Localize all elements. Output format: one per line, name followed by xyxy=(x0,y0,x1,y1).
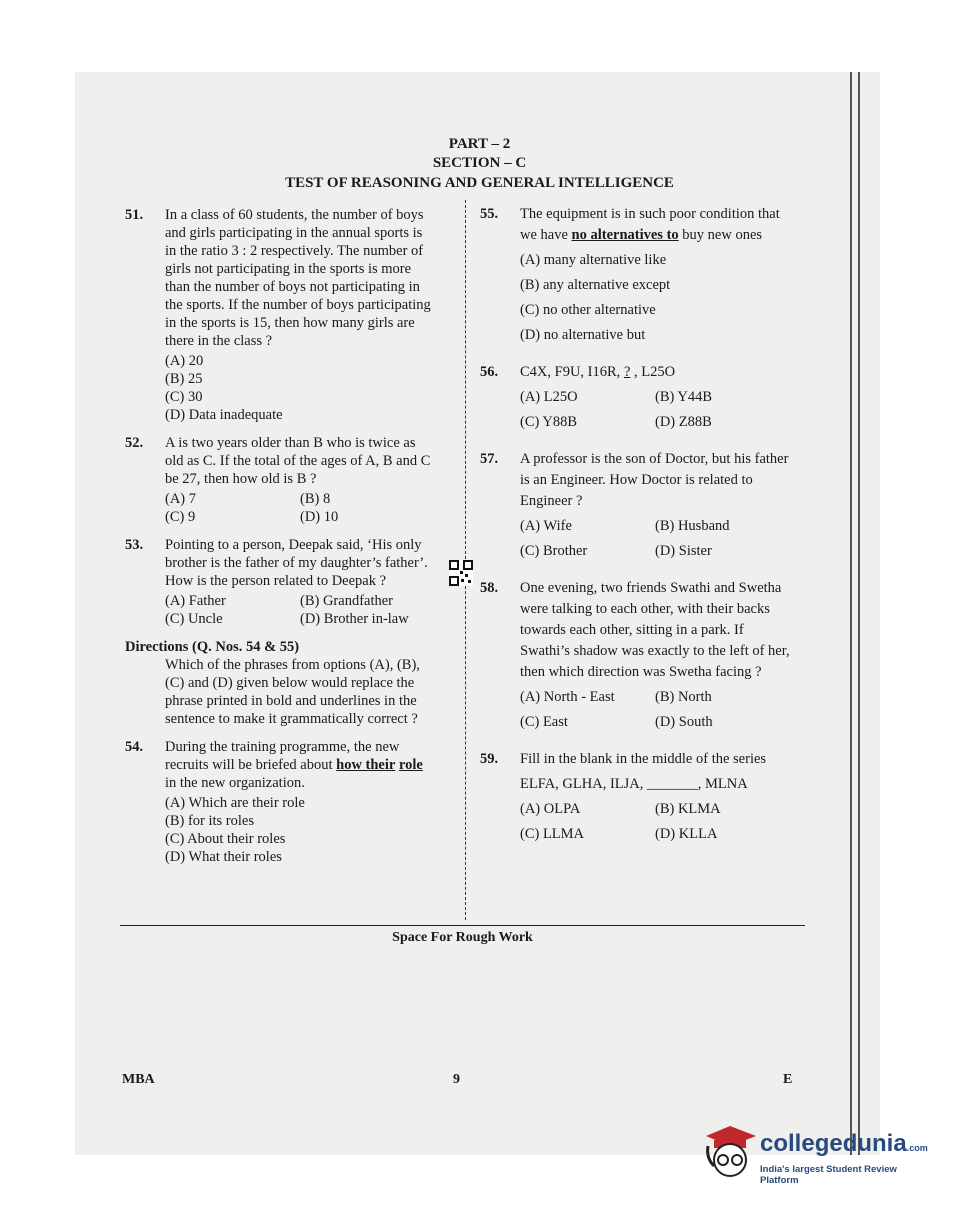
brand-suffix: .com xyxy=(906,1143,928,1153)
question-58 xyxy=(480,578,790,735)
rough-work-rule xyxy=(120,925,805,926)
option-d: (D) Sister xyxy=(655,543,712,559)
right-column xyxy=(480,204,790,857)
option-c: (C) About their roles xyxy=(165,831,286,847)
option-c: (C) East xyxy=(520,714,568,730)
option-d: (D) KLLA xyxy=(655,826,718,842)
question-text: A is two years older than B who is twice as old as C. If the total of the ages of A, B and C be 27, then how old is B ? xyxy=(165,435,431,487)
option-a: (A) 20 xyxy=(165,353,204,369)
question-57 xyxy=(480,449,790,564)
series-text: ELFA, GLHA, ILJA, _______, MLNA xyxy=(520,776,748,792)
option-d: (D) Data inadequate xyxy=(165,407,283,423)
option-a: (A) many alternative like xyxy=(520,252,667,268)
option-b: (B) Y44B xyxy=(655,389,713,405)
bold-phrase: role xyxy=(398,757,423,773)
option-d: (D) 10 xyxy=(300,509,339,525)
question-55 xyxy=(480,204,790,348)
part-heading: PART – 2 xyxy=(448,136,511,152)
page-edge-line xyxy=(858,72,860,1155)
option-a: (A) L25O xyxy=(520,389,578,405)
option-a: (A) North - East xyxy=(520,689,615,705)
question-59 xyxy=(480,749,790,847)
option-c: (C) 9 xyxy=(165,509,196,525)
option-b: (B) any alternative except xyxy=(520,277,671,293)
option-a: (A) Wife xyxy=(520,518,572,534)
question-number: 54. xyxy=(125,739,144,755)
option-b: (B) 8 xyxy=(300,491,331,507)
bold-phrase: how their xyxy=(336,757,396,773)
option-c: (C) Uncle xyxy=(165,611,223,627)
option-a: (A) Father xyxy=(165,593,226,609)
question-number: 57. xyxy=(480,451,499,467)
question-text: Pointing to a person, Deepak said, ‘His only brother is the father of my daughter’s father’. How is the person related to Deepak ? xyxy=(165,537,428,589)
option-d: (D) no alternative but xyxy=(520,327,646,343)
option-b: (B) Husband xyxy=(655,518,730,534)
question-number: 59. xyxy=(480,751,499,767)
question-51 xyxy=(125,206,435,424)
option-c: (C) Brother xyxy=(520,543,588,559)
option-a: (A) Which are their role xyxy=(165,795,305,811)
collegedunia-logo xyxy=(700,1120,930,1190)
question-text: A professor is the son of Doctor, but his father is an Engineer. How Doctor is related to Engineer ? xyxy=(520,451,789,509)
left-column xyxy=(125,206,435,876)
option-b: (B) Grandfather xyxy=(300,593,393,609)
option-c: (C) no other alternative xyxy=(520,302,656,318)
question-54 xyxy=(125,738,435,866)
option-a: (A) 7 xyxy=(165,491,197,507)
option-b: (B) for its roles xyxy=(165,813,254,829)
blank: ? xyxy=(623,364,631,380)
question-number: 58. xyxy=(480,580,499,596)
directions-text: Which of the phrases from options (A), (B), (C) and (D) given below would replace the phrase printed in bold and underlines in the sentence to make it grammatically correct ? xyxy=(165,657,420,727)
question-text: Fill in the blank in the middle of the series xyxy=(520,751,767,767)
bold-phrase: no alternatives to xyxy=(571,227,679,243)
page-edge-line xyxy=(850,72,852,1155)
question-text: During the training programme, the new recruits will be briefed about how their role in the new organization. xyxy=(165,739,423,791)
option-b: (B) KLMA xyxy=(655,801,721,817)
question-number: 53. xyxy=(125,537,144,553)
brand-name: collegedunia xyxy=(760,1130,907,1157)
option-d: (D) What their roles xyxy=(165,849,282,865)
question-number: 52. xyxy=(125,435,144,451)
question-text: In a class of 60 students, the number of boys and girls participating in the annual sports is in the ratio 3 : 2 respectively. The number of girls not participating in the sports is more than the number of boys not participating in the sports. If the number of boys participating in the sports is 15, then how many girls are there in the class ? xyxy=(165,207,431,349)
option-c: (C) Y88B xyxy=(520,414,578,430)
option-d: (D) Brother in-law xyxy=(300,611,409,627)
rough-work-label: Space For Rough Work xyxy=(392,930,533,945)
mascot-icon xyxy=(700,1122,758,1180)
set-code: E xyxy=(783,1072,793,1087)
directions-block xyxy=(125,638,435,728)
question-number: 55. xyxy=(480,206,499,222)
option-a: (A) OLPA xyxy=(520,801,581,817)
directions-title: Directions (Q. Nos. 54 & 55) xyxy=(125,639,300,655)
question-53 xyxy=(125,536,435,628)
question-number: 51. xyxy=(125,207,144,223)
qr-code-icon xyxy=(449,560,473,586)
paper-code: MBA xyxy=(122,1072,155,1087)
page-number: 9 xyxy=(453,1072,460,1087)
option-c: (C) 30 xyxy=(165,389,203,405)
question-56 xyxy=(480,362,790,435)
question-text: One evening, two friends Swathi and Swetha were talking to each other, with their backs towards each other, sitting in a park. If Swathi’s shadow was exactly to the left of her, then which direction was Swetha facing ? xyxy=(520,580,790,680)
brand-tagline: India's largest Student Review Platform xyxy=(760,1164,897,1186)
question-number: 56. xyxy=(480,364,499,380)
section-heading: SECTION – C xyxy=(432,155,527,171)
question-text: C4X, F9U, I16R, ? , L25O xyxy=(520,364,676,380)
option-c: (C) LLMA xyxy=(520,826,585,842)
option-b: (B) 25 xyxy=(165,371,203,387)
option-b: (B) North xyxy=(655,689,712,705)
section-title: TEST OF REASONING AND GENERAL INTELLIGENCE xyxy=(285,175,674,191)
question-52 xyxy=(125,434,435,526)
option-d: (D) Z88B xyxy=(655,414,712,430)
question-text: The equipment is in such poor condition that we have no alternatives to buy new ones xyxy=(520,206,780,243)
option-d: (D) South xyxy=(655,714,713,730)
